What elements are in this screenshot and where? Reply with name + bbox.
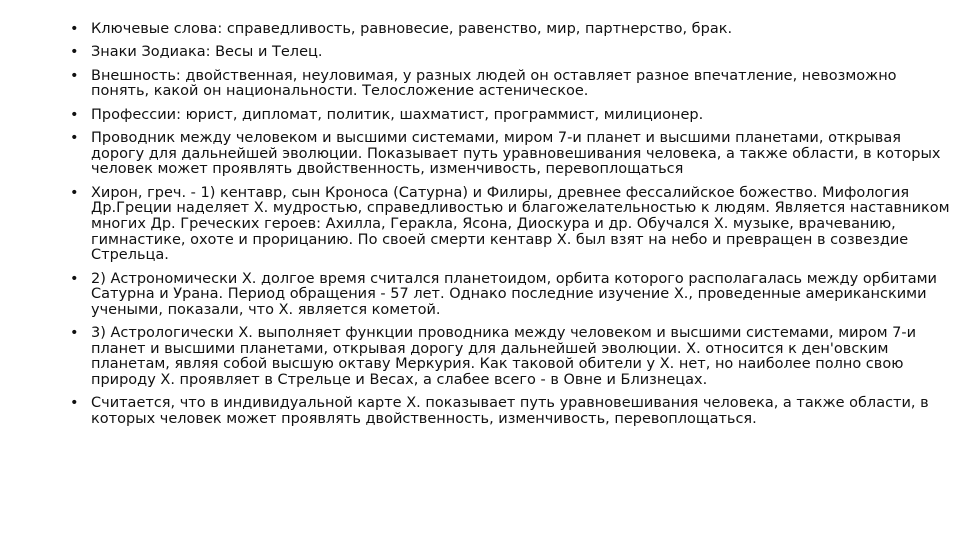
bullet-icon: • [70, 44, 79, 61]
bullet-item-keywords [70, 22, 950, 38]
bullet-icon: • [70, 270, 79, 287]
bullet-item-astrology [70, 326, 950, 388]
bullet-item-conductor [70, 131, 950, 178]
bullet-icon: • [70, 325, 79, 342]
bullet-item-astronomy [70, 272, 950, 319]
bullet-item-individual-chart [70, 396, 950, 427]
bullet-item-professions [70, 108, 950, 124]
bullet-icon: • [70, 21, 79, 37]
bullet-text: Считается, что в индивидуальной карте Х. показывает путь уравновешивания человека, а также области, в которых человек может проявлять двойственность, изменчивость, перевоплощаться. [91, 395, 929, 427]
bullet-icon: • [70, 395, 79, 412]
bullet-text: Профессии: юрист, дипломат, политик, шахматист, программист, милиционер. [91, 106, 704, 123]
bullet-text: 3) Астрологически Х. выполняет функции проводника между человеком и высшими системами, миром 7-и планет и высшими планетами, открывая дорогу для дальнейшей эволюции. Х. относится к ден'овским планетам, являя собой высшую октаву Меркурия. Как таковой обители у Х. нет, но наиболее полно свою природу Х. проявляет в Стрельце и Весах, а слабее всего - в Овне и Близнецах. [91, 325, 917, 388]
bullet-item-zodiac [70, 45, 950, 61]
bullet-list [70, 22, 950, 427]
bullet-text: Хирон, греч. - 1) кентавр, сын Кроноса (Сатурна) и Филиры, древнее фессалийское божество. Мифология Др.Греции наделяет Х. мудростью, справедливостью и благожелательностью к людям. Является наставником многих Др. Греческих героев: Ахилла, Геракла, Ясона, Диоскура и др. Обучался Х. музыке, врачеванию, гимнастике, охоте и прорицанию. По своей смерти кентавр Х. был взят на небо и превращен в созвездие Стрельца. [91, 184, 950, 264]
bullet-text: Ключевые слова: справедливость, равновесие, равенство, мир, партнерство, брак. [91, 21, 733, 37]
bullet-text: Внешность: двойственная, неуловимая, у разных людей он оставляет разное впечатление, невозможно понять, какой он национальности. Телосложение астеническое. [91, 67, 897, 100]
bullet-text: Знаки Зодиака: Весы и Телец. [91, 44, 323, 61]
bullet-icon: • [70, 184, 79, 201]
bullet-icon: • [70, 106, 79, 123]
bullet-text: 2) Астрономически Х. долгое время считался планетоидом, орбита которого располагалась между орбитами Сатурна и Урана. Период обращения - 57 лет. Однако последние изучение Х., проведенные американскими учеными, показали, что Х. является кометой. [91, 270, 937, 318]
bullet-item-appearance [70, 69, 950, 100]
bullet-item-chiron-myth [70, 186, 950, 264]
bullet-icon: • [70, 130, 79, 147]
bullet-text: Проводник между человеком и высшими системами, миром 7-и планет и высшими планетами, открывая дорогу для дальнейшей эволюции. Показывает путь уравновешивания человека, а также области, в которых человек может проявлять двойственность, изменчивость, перевоплощаться [91, 130, 941, 178]
bullet-icon: • [70, 67, 79, 84]
